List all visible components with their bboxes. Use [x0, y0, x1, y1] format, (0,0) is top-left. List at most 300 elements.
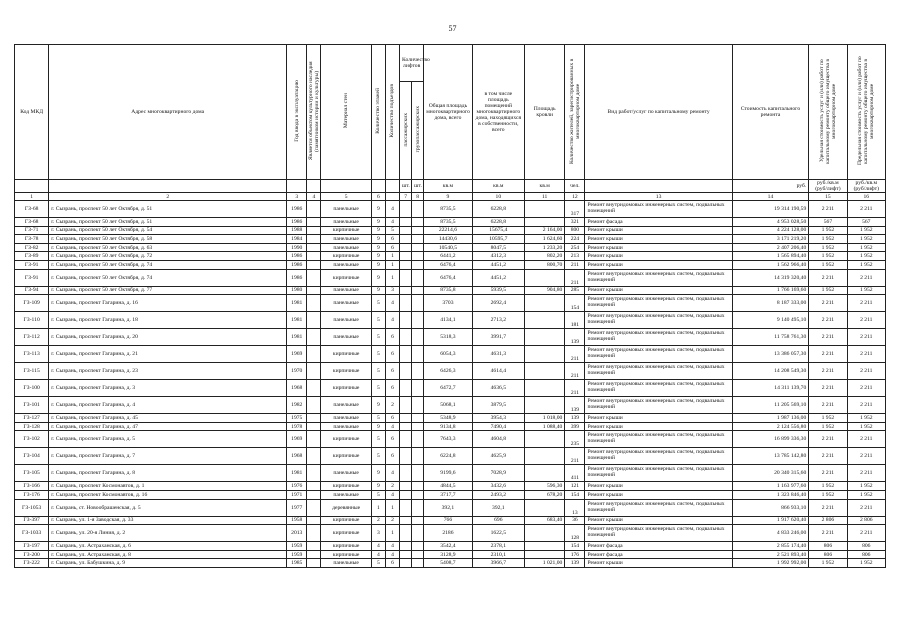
cell-code: ГЗ-1033 [15, 525, 49, 542]
cell-cost: 1 766 169,60 [732, 286, 809, 295]
cell-residents: 317 [565, 201, 585, 218]
cell-material: панельные [321, 260, 371, 269]
cell-code: ГЗ-113 [15, 346, 49, 363]
cell-unit-cost: 2 806 [809, 516, 847, 525]
cell-cost: 11 205 569,10 [732, 397, 809, 414]
unit-area-owned: кв.м [472, 180, 524, 193]
cell-area-roof: 904,80 [525, 286, 565, 295]
cell-unit-cost: 2 211 [809, 448, 847, 465]
cell-heritage [307, 550, 321, 559]
cell-year: 1981 [287, 329, 307, 346]
cell-works: Ремонт крыши [585, 482, 732, 491]
cell-max-cost: 1 952 [847, 235, 885, 244]
cell-cost: 4 953 028,50 [732, 218, 809, 227]
cell-lifts-passenger [400, 559, 412, 568]
cell-residents: 139 [565, 559, 585, 568]
cell-max-cost: 1 952 [847, 490, 885, 499]
cell-residents: 321 [565, 218, 585, 227]
cell-max-cost: 2 211 [847, 499, 885, 516]
cell-lifts-cargo [412, 363, 424, 380]
cell-works: Ремонт внутридомовых инженерных систем, подвальных помещений [585, 448, 732, 465]
cell-entrances: 2 [385, 516, 399, 525]
cell-works: Ремонт крыши [585, 559, 732, 568]
table-row [15, 218, 886, 227]
cell-heritage [307, 329, 321, 346]
cell-area-total: 5068,1 [424, 397, 472, 414]
cell-area-total: 9134,8 [424, 422, 472, 431]
cell-area-roof: 1 233,20 [525, 243, 565, 252]
cell-cost: 9 140 495,10 [732, 312, 809, 329]
cell-unit-cost: 1 952 [809, 226, 847, 235]
cell-year: 1970 [287, 363, 307, 380]
header-material: Материал стен [321, 45, 371, 180]
cell-material: панельные [321, 295, 371, 312]
cell-year: 1976 [287, 482, 307, 491]
header-floors: Количество этажей [371, 45, 385, 180]
cell-area-total: 766 [424, 516, 472, 525]
cell-works: Ремонт крыши [585, 422, 732, 431]
column-number: 8 [412, 193, 424, 201]
cell-address: г. Сызрань, проспект Гагарина, д. 4 [49, 397, 287, 414]
cell-area-roof: 596,30 [525, 482, 565, 491]
cell-material: панельные [321, 312, 371, 329]
unit-max-cost: руб./кв.м (руб/лифт) [847, 180, 885, 193]
cell-code: ГЗ-176 [15, 490, 49, 499]
cell-area-total: 3128,9 [424, 550, 472, 559]
cell-floors: 5 [371, 431, 385, 448]
cell-address: г. Сызрань, проспект Космонавтов, д. 16 [49, 490, 287, 499]
table-row [15, 346, 886, 363]
cell-code: ГЗ-68 [15, 201, 49, 218]
cell-code: ГЗ-128 [15, 422, 49, 431]
cell-area-roof: 1 021,00 [525, 559, 565, 568]
cell-year: 1959 [287, 550, 307, 559]
cell-code: ГЗ-105 [15, 465, 49, 482]
cell-material: панельные [321, 286, 371, 295]
column-number: 16 [847, 193, 885, 201]
cell-heritage [307, 431, 321, 448]
cell-works: Ремонт внутридомовых инженерных систем, подвальных помещений [585, 465, 732, 482]
cell-lifts-passenger [400, 516, 412, 525]
cell-residents: 224 [565, 235, 585, 244]
header-cost: Стоимость капитального ремонта [732, 45, 809, 180]
header-unit-cost: Удельная стоимость услуг и (или) работ по капитальному ремонту общего имущества в многоквартирном доме [809, 45, 847, 180]
cell-works: Ремонт фасада [585, 218, 732, 227]
cell-area-owned: 8047,5 [472, 243, 524, 252]
cell-entrances: 4 [385, 550, 399, 559]
cell-entrances: 1 [385, 260, 399, 269]
cell-year: 1971 [287, 490, 307, 499]
cell-works: Ремонт крыши [585, 490, 732, 499]
cell-year: 1986 [287, 218, 307, 227]
cell-max-cost: 2 211 [847, 329, 885, 346]
cell-lifts-cargo [412, 260, 424, 269]
cell-heritage [307, 525, 321, 542]
cell-entrances: 4 [385, 465, 399, 482]
cell-entrances: 2 [385, 397, 399, 414]
cell-unit-cost: 2 211 [809, 295, 847, 312]
cell-area-total: 9199,6 [424, 465, 472, 482]
cell-area-owned: 696 [472, 516, 524, 525]
cell-area-total: 6441,2 [424, 252, 472, 261]
column-numbers-row [15, 193, 886, 201]
capital-repair-table [14, 44, 886, 568]
cell-unit-cost: 1 952 [809, 252, 847, 261]
cell-code: ГЗ-1053 [15, 499, 49, 516]
column-number: 2 [49, 193, 287, 201]
cell-heritage [307, 380, 321, 397]
cell-area-roof [525, 218, 565, 227]
cell-cost: 3 171 219,20 [732, 235, 809, 244]
cell-works: Ремонт внутридомовых инженерных систем, подвальных помещений [585, 397, 732, 414]
cell-code: ГЗ-127 [15, 414, 49, 423]
cell-floors: 9 [371, 260, 385, 269]
cell-year: 1958 [287, 516, 307, 525]
cell-material: кирпичные [321, 431, 371, 448]
cell-code: ГЗ-101 [15, 397, 49, 414]
cell-year: 1986 [287, 260, 307, 269]
cell-material: кирпичные [321, 516, 371, 525]
cell-area-roof [525, 431, 565, 448]
cell-area-owned: 392,1 [472, 499, 524, 516]
table-row [15, 448, 886, 465]
cell-area-roof [525, 201, 565, 218]
cell-max-cost: 2 211 [847, 201, 885, 218]
cell-residents: 13 [565, 499, 585, 516]
cell-residents: 181 [565, 312, 585, 329]
cell-area-roof: 683,40 [525, 516, 565, 525]
cell-lifts-cargo [412, 397, 424, 414]
cell-code: ГЗ-166 [15, 482, 49, 491]
cell-material: кирпичные [321, 448, 371, 465]
cell-material: панельные [321, 465, 371, 482]
cell-address: г. Сызрань, проспект 50 лет Октября, д. 51 [49, 201, 287, 218]
cell-lifts-passenger [400, 465, 412, 482]
cell-area-total: 3542,4 [424, 542, 472, 551]
cell-area-roof [525, 295, 565, 312]
cell-area-roof [525, 380, 565, 397]
cell-year: 1978 [287, 422, 307, 431]
cell-max-cost: 2 211 [847, 295, 885, 312]
cell-lifts-passenger [400, 346, 412, 363]
cell-address: г. Сызрань, проспект 50 лет Октября, д. 51 [49, 218, 287, 227]
cell-entrances: 4 [385, 295, 399, 312]
cell-area-total: 3703 [424, 295, 472, 312]
cell-works: Ремонт внутридомовых инженерных систем, подвальных помещений [585, 431, 732, 448]
cell-lifts-passenger [400, 499, 412, 516]
cell-area-total: 5408,7 [424, 559, 472, 568]
table-row [15, 312, 886, 329]
cell-residents: 213 [565, 252, 585, 261]
header-max-cost: Предельная стоимость услуг и (или) работ по капитальному ремонту общего имущества в многоквартирном доме [847, 45, 885, 180]
cell-lifts-cargo [412, 269, 424, 286]
cell-year: 1969 [287, 346, 307, 363]
unit-lifts-cargo: шт. [412, 180, 424, 193]
cell-material: кирпичные [321, 252, 371, 261]
cell-area-total: 5318,3 [424, 329, 472, 346]
cell-year: 2013 [287, 525, 307, 542]
cell-max-cost: 2 211 [847, 431, 885, 448]
page-number: 57 [448, 24, 457, 33]
cell-residents: 211 [565, 380, 585, 397]
cell-max-cost: 2 211 [847, 269, 885, 286]
cell-area-owned: 5939,5 [472, 286, 524, 295]
cell-works: Ремонт крыши [585, 235, 732, 244]
unit-cost: руб. [732, 180, 809, 193]
cell-address: г. Сызрань, проспект Гагарина, д. 47 [49, 422, 287, 431]
header-lifts-passenger: пассажирских [400, 82, 412, 180]
cell-heritage [307, 235, 321, 244]
cell-area-total: 14430,6 [424, 235, 472, 244]
cell-address: г. Сызрань, ул. Астраханская, д. 6 [49, 542, 287, 551]
cell-year: 1990 [287, 243, 307, 252]
table-row [15, 525, 886, 542]
cell-max-cost: 2 211 [847, 363, 885, 380]
cell-entrances: 6 [385, 431, 399, 448]
cell-max-cost: 1 952 [847, 286, 885, 295]
cell-material: кирпичные [321, 363, 371, 380]
table-row [15, 201, 886, 218]
cell-lifts-cargo [412, 243, 424, 252]
cell-code: ГЗ-222 [15, 559, 49, 568]
cell-area-roof: 1 088,40 [525, 422, 565, 431]
cell-lifts-cargo [412, 235, 424, 244]
cell-address: г. Сызрань, проспект Гагарина, д. 23 [49, 363, 287, 380]
cell-heritage [307, 295, 321, 312]
cell-entrances: 4 [385, 312, 399, 329]
cell-area-roof: 800,70 [525, 260, 565, 269]
cell-residents: 399 [565, 422, 585, 431]
cell-address: г. Сызрань, ул. Бабушкина, д. 9 [49, 559, 287, 568]
cell-floors: 5 [371, 448, 385, 465]
cell-floors: 4 [371, 550, 385, 559]
cell-entrances: 6 [385, 329, 399, 346]
cell-floors: 9 [371, 397, 385, 414]
column-number: 15 [809, 193, 847, 201]
cell-cost: 1 992 992,00 [732, 559, 809, 568]
cell-lifts-passenger [400, 201, 412, 218]
cell-floors: 9 [371, 286, 385, 295]
cell-unit-cost: 1 952 [809, 235, 847, 244]
cell-area-total: 22214,6 [424, 226, 472, 235]
cell-cost: 8 187 333,00 [732, 295, 809, 312]
table-row [15, 226, 886, 235]
cell-lifts-passenger [400, 525, 412, 542]
column-number: 12 [565, 193, 585, 201]
header-lifts-cargo: грузопассажирских [412, 82, 424, 180]
cell-works: Ремонт внутридомовых инженерных систем, подвальных помещений [585, 380, 732, 397]
cell-lifts-cargo [412, 422, 424, 431]
cell-code: ГЗ-197 [15, 542, 49, 551]
cell-code: ГЗ-112 [15, 329, 49, 346]
cell-floors: 9 [371, 482, 385, 491]
cell-area-total: 4844,5 [424, 482, 472, 491]
cell-year: 1982 [287, 397, 307, 414]
cell-area-total: 4134,1 [424, 312, 472, 329]
cell-address: г. Сызрань, проспект 50 лет Октября, д. 58 [49, 235, 287, 244]
cell-works: Ремонт внутридомовых инженерных систем, подвальных помещений [585, 346, 732, 363]
cell-area-owned: 3991,7 [472, 329, 524, 346]
table-row [15, 329, 886, 346]
cell-material: кирпичные [321, 550, 371, 559]
cell-lifts-passenger [400, 269, 412, 286]
cell-cost: 14 311 139,70 [732, 380, 809, 397]
cell-unit-cost: 2 211 [809, 329, 847, 346]
cell-entrances: 6 [385, 559, 399, 568]
table-row [15, 542, 886, 551]
cell-code: ГЗ-68 [15, 218, 49, 227]
header-area-roof: Площадь кровли [525, 45, 565, 180]
table-row [15, 490, 886, 499]
cell-floors: 1 [371, 499, 385, 516]
cell-unit-cost: 1 952 [809, 414, 847, 423]
cell-year: 1988 [287, 226, 307, 235]
cell-lifts-cargo [412, 312, 424, 329]
unit-residents: чел. [565, 180, 585, 193]
cell-floors: 5 [371, 295, 385, 312]
cell-residents: 411 [565, 465, 585, 482]
cell-area-roof [525, 397, 565, 414]
cell-lifts-cargo [412, 201, 424, 218]
column-number: 11 [525, 193, 565, 201]
cell-year: 1986 [287, 252, 307, 261]
cell-heritage [307, 414, 321, 423]
cell-code: ГЗ-94 [15, 286, 49, 295]
cell-entrances: 1 [385, 499, 399, 516]
cell-lifts-passenger [400, 363, 412, 380]
cell-area-owned: 3966,7 [472, 559, 524, 568]
cell-area-total: 6476,4 [424, 260, 472, 269]
cell-entrances: 4 [385, 201, 399, 218]
cell-floors: 9 [371, 218, 385, 227]
cell-area-owned: 7490,4 [472, 422, 524, 431]
cell-works: Ремонт внутридомовых инженерных систем, подвальных помещений [585, 269, 732, 286]
table-row [15, 252, 886, 261]
cell-heritage [307, 286, 321, 295]
cell-area-owned: 4636,5 [472, 380, 524, 397]
cell-heritage [307, 422, 321, 431]
cell-material: кирпичные [321, 346, 371, 363]
header-heritage: Является объектом культурного наследия (памятником истории и культуры) [307, 45, 321, 180]
cell-lifts-passenger [400, 431, 412, 448]
cell-area-owned: 4451,2 [472, 260, 524, 269]
cell-lifts-passenger [400, 312, 412, 329]
cell-address: г. Сызрань, проспект Космонавтов, д. 1 [49, 482, 287, 491]
cell-lifts-cargo [412, 431, 424, 448]
cell-residents: 36 [565, 516, 585, 525]
cell-material: кирпичные [321, 482, 371, 491]
cell-heritage [307, 448, 321, 465]
cell-cost: 16 899 336,30 [732, 431, 809, 448]
cell-lifts-cargo [412, 286, 424, 295]
cell-unit-cost: 1 952 [809, 490, 847, 499]
cell-unit-cost: 1 952 [809, 243, 847, 252]
cell-cost: 11 758 761,30 [732, 329, 809, 346]
cell-unit-cost: 2 211 [809, 431, 847, 448]
table-row [15, 269, 886, 286]
cell-area-total: 6472,7 [424, 380, 472, 397]
cell-material: кирпичные [321, 525, 371, 542]
cell-area-roof [525, 329, 565, 346]
cell-year: 1981 [287, 465, 307, 482]
cell-max-cost: 1 952 [847, 414, 885, 423]
cell-cost: 1 917 620,40 [732, 516, 809, 525]
cell-lifts-passenger [400, 295, 412, 312]
cell-area-total: 5348,9 [424, 414, 472, 423]
cell-heritage [307, 482, 321, 491]
table-row [15, 260, 886, 269]
cell-works: Ремонт крыши [585, 414, 732, 423]
column-number: 14 [732, 193, 809, 201]
table-row [15, 559, 886, 568]
cell-lifts-cargo [412, 346, 424, 363]
cell-floors: 3 [371, 525, 385, 542]
cell-area-roof [525, 542, 565, 551]
table-row [15, 499, 886, 516]
cell-works: Ремонт фасада [585, 542, 732, 551]
cell-floors: 5 [371, 490, 385, 499]
header-year: Год ввода в эксплуатацию [287, 45, 307, 180]
cell-code: ГЗ-104 [15, 448, 49, 465]
cell-lifts-cargo [412, 380, 424, 397]
cell-max-cost: 2 211 [847, 397, 885, 414]
cell-floors: 5 [371, 559, 385, 568]
cell-area-owned: 3954,3 [472, 414, 524, 423]
cell-residents: 176 [565, 550, 585, 559]
cell-area-owned: 2378,1 [472, 542, 524, 551]
cell-area-owned: 3879,5 [472, 397, 524, 414]
cell-area-owned: 6228,8 [472, 218, 524, 227]
cell-lifts-cargo [412, 490, 424, 499]
cell-cost: 13 386 057,30 [732, 346, 809, 363]
cell-year: 1969 [287, 431, 307, 448]
cell-address: г. Сызрань, проспект 50 лет Октября, д. 74 [49, 269, 287, 286]
cell-residents: 211 [565, 260, 585, 269]
table-header [15, 45, 886, 201]
cell-area-roof [525, 269, 565, 286]
cell-heritage [307, 397, 321, 414]
cell-heritage [307, 346, 321, 363]
cell-unit-cost: 806 [809, 550, 847, 559]
cell-address: г. Сызрань, ул. Астраханская, д. 8 [49, 550, 287, 559]
cell-entrances: 6 [385, 346, 399, 363]
cell-code: ГЗ-89 [15, 252, 49, 261]
cell-entrances: 1 [385, 269, 399, 286]
cell-address: г. Сызрань, проспект Гагарина, д. 45 [49, 414, 287, 423]
cell-cost: 1 323 846,40 [732, 490, 809, 499]
unit-unit-cost: руб./кв.м (руб/лифт) [809, 180, 847, 193]
cell-address: г. Сызрань, проспект 50 лет Октября, д. 63 [49, 243, 287, 252]
cell-area-owned: 4614,4 [472, 363, 524, 380]
cell-unit-cost: 806 [809, 542, 847, 551]
cell-entrances: 1 [385, 252, 399, 261]
cell-heritage [307, 559, 321, 568]
cell-area-roof [525, 312, 565, 329]
cell-cost: 14 319 320,40 [732, 269, 809, 286]
cell-floors: 2 [371, 516, 385, 525]
cell-lifts-passenger [400, 380, 412, 397]
table-row [15, 422, 886, 431]
cell-area-total: 8735,8 [424, 286, 472, 295]
cell-area-total: 7643,3 [424, 431, 472, 448]
header-area-owned: в том числе площадь помещений многоквартирного дома, находящихся в собственности, всего [472, 45, 524, 180]
cell-max-cost: 806 [847, 542, 885, 551]
cell-works: Ремонт крыши [585, 286, 732, 295]
cell-max-cost: 1 952 [847, 482, 885, 491]
column-number: 7 [400, 193, 412, 201]
cell-code: ГЗ-91 [15, 260, 49, 269]
cell-area-owned: 2310,1 [472, 550, 524, 559]
